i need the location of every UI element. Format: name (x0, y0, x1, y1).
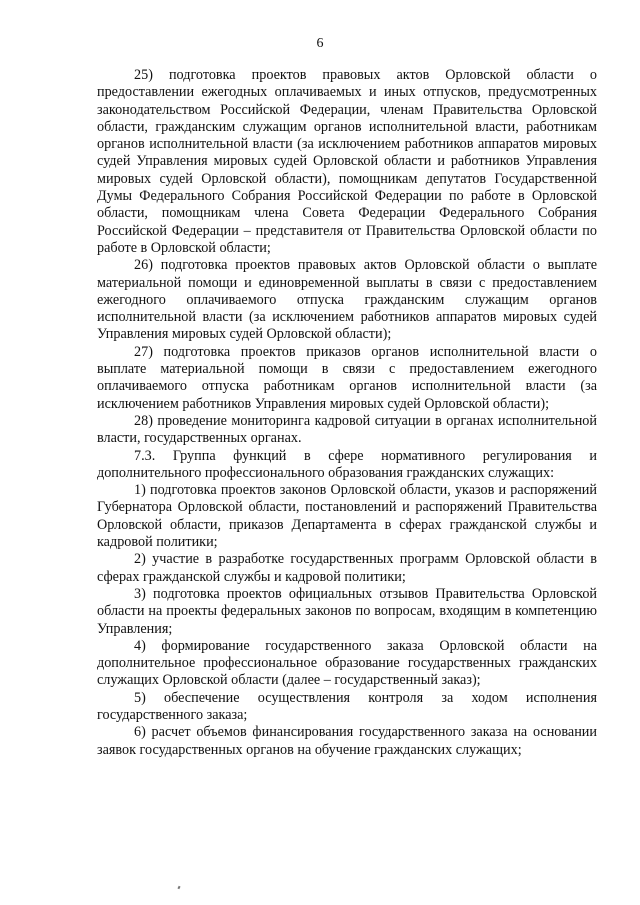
section-heading-7-3: 7.3. Группа функций в сфере нормативного регулирования и дополнительного профессионального образования гражданских служащих: (97, 447, 597, 481)
scan-speck (177, 886, 180, 890)
paragraph-item-25: 25) подготовка проектов правовых актов Орловской области о предоставлении ежегодных оплачиваемых и иных отпусков, предусмотренных законодательством Российской Федерации, членам Правительства Орловской области, гражданским служащим органов исполнительной власти, работникам органов исполнительной власти (за исключением работников аппаратов мировых судей Управления мировых судей Орловской области и работников Управления мировых судей Орловской области), помощникам депутатов Государственной Думы Федерального Собрания Российской Федерации по работе в Орловской области, помощникам члена Совета Федерации Федерального Собрания Российской Федерации – представителя от Правительства Орловской области по работе в Орловской области; (97, 67, 597, 256)
paragraph-item-2: 2) участие в разработке государственных программ Орловской области в сферах гражданской службы и кадровой политики; (97, 551, 597, 585)
paragraph-item-5: 5) обеспечение осуществления контроля за ходом исполнения государственного заказа; (97, 689, 597, 723)
paragraph-item-3: 3) подготовка проектов официальных отзывов Правительства Орловской области на проекты федеральных законов по вопросам, входящим в компетенцию Управления; (97, 585, 597, 637)
paragraph-item-6: 6) расчет объемов финансирования государственного заказа на основании заявок государственных органов на обучение гражданских служащих; (97, 724, 597, 758)
paragraph-item-1: 1) подготовка проектов законов Орловской области, указов и распоряжений Губернатора Орловской области, постановлений и распоряжений Правительства Орловской области, приказов Департамента в сферах гражданской службы и кадровой политики; (97, 482, 597, 551)
document-body (97, 67, 597, 759)
paragraph-item-28: 28) проведение мониторинга кадровой ситуации в органах исполнительной власти, государственных органах. (97, 412, 597, 447)
paragraph-item-4: 4) формирование государственного заказа Орловской области на дополнительное профессиональное образование государственных гражданских служащих Орловской области (далее – государственный заказ); (97, 637, 597, 689)
paragraph-item-27: 27) подготовка проектов приказов органов исполнительной власти о выплате материальной помощи в связи с предоставлением ежегодного оплачиваемого отпуска работникам органов исполнительной власти (за исключением работников Управления мировых судей Орловской области); (97, 343, 597, 412)
page-number: 6 (316, 36, 324, 51)
paragraph-item-26: 26) подготовка проектов правовых актов Орловской области о выплате материальной помощи и единовременной выплаты в связи с предоставлением ежегодного оплачиваемого отпуска гражданским служащим органов исполнительной власти (за исключением работников аппаратов мировых судей Управления мировых судей Орловской области); (97, 257, 597, 343)
